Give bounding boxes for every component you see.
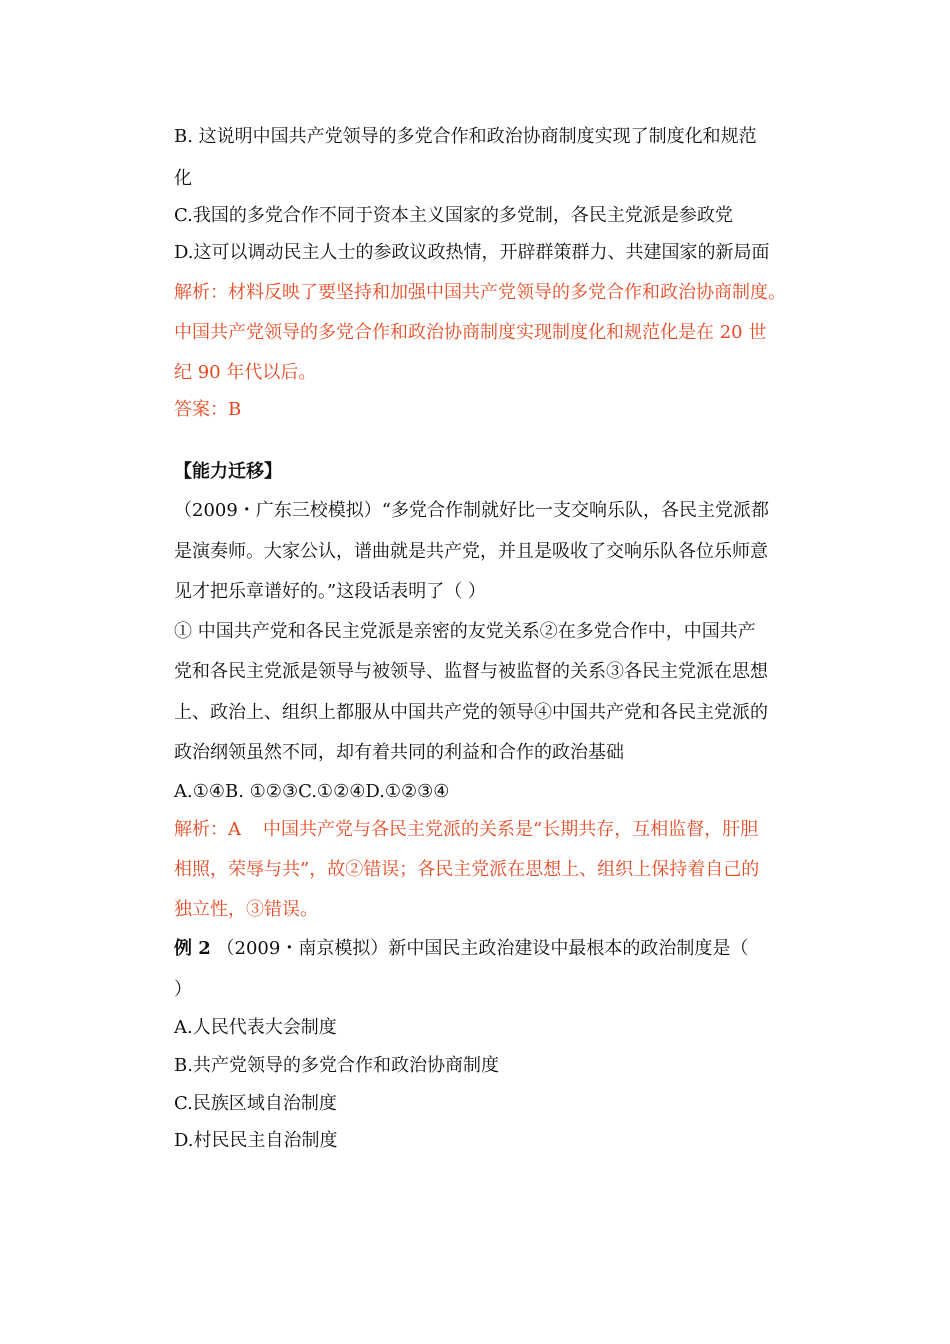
q1-option-b-line2: 化 (174, 168, 192, 189)
q1-analysis-line: 纪 90 年代以后。 (174, 362, 317, 383)
transfer-statement-line: ① 中国共产党和各民主党派是亲密的友党关系②在多党合作中，中国共产 (174, 621, 756, 642)
transfer-question-line: 见才把乐章谱好的。”这段话表明了（ ） (174, 581, 486, 602)
transfer-statement-line: 党和各民主党派是领导与被领导、监督与被监督的关系③各民主党派在思想 (174, 661, 768, 682)
example2-question-text: （2009・南京模拟）新中国民主政治建设中最根本的政治制度是（ (210, 938, 749, 959)
example2-option: D.村民民主自治制度 (174, 1130, 338, 1151)
q1-analysis-line: 解析：材料反映了要坚持和加强中国共产党领导的多党合作和政治协商制度。 (174, 282, 786, 303)
example2-option: A.人民代表大会制度 (174, 1017, 337, 1038)
example2-option: C.民族区域自治制度 (174, 1093, 337, 1114)
transfer-statement-line: 政治纲领虽然不同，却有着共同的利益和合作的政治基础 (174, 742, 624, 763)
transfer-analysis-text: 中国共产党与各民主党派的关系是“长期共存，互相监督，肝胆 (263, 819, 759, 840)
transfer-statement-line: 上、政治上、组织上都服从中国共产党的领导④中国共产党和各民主党派的 (174, 702, 768, 723)
q1-option-b-line1: B. 这说明中国共产党领导的多党合作和政治协商制度实现了制度化和规范 (174, 126, 757, 147)
transfer-question-line: （2009・广东三校模拟）“多党合作制就好比一支交响乐队，各民主党派都 (174, 500, 770, 521)
transfer-options: A.①④B. ①②③C.①②④D.①②③④ (174, 781, 450, 802)
transfer-analysis-prefix: 解析：A (174, 819, 241, 840)
example2-question-line1 (174, 937, 748, 961)
example2-question-line2: ） (174, 979, 192, 1000)
q1-option-d: D.这可以调动民主人士的参政议政热情，开辟群策群力、共建国家的新局面 (174, 242, 770, 263)
example2-option: B.共产党领导的多党合作和政治协商制度 (174, 1055, 499, 1076)
q1-analysis-line: 中国共产党领导的多党合作和政治协商制度实现制度化和规范化是在 20 世 (174, 322, 767, 343)
transfer-analysis-line1 (174, 818, 758, 842)
q1-option-c: C.我国的多党合作不同于资本主义国家的多党制，各民主党派是参政党 (174, 205, 733, 226)
transfer-analysis-line: 相照，荣辱与共”，故②错误；各民主党派在思想上、组织上保持着自己的 (174, 859, 760, 880)
section-heading: 【能力迁移】 (174, 461, 282, 482)
transfer-question-line: 是演奏师。大家公认，谱曲就是共产党，并且是吸收了交响乐队各位乐师意 (174, 541, 768, 562)
transfer-analysis-line: 独立性，③错误。 (174, 899, 318, 920)
example2-label: 例 2 (174, 938, 211, 959)
q1-answer: 答案：B (174, 399, 242, 420)
